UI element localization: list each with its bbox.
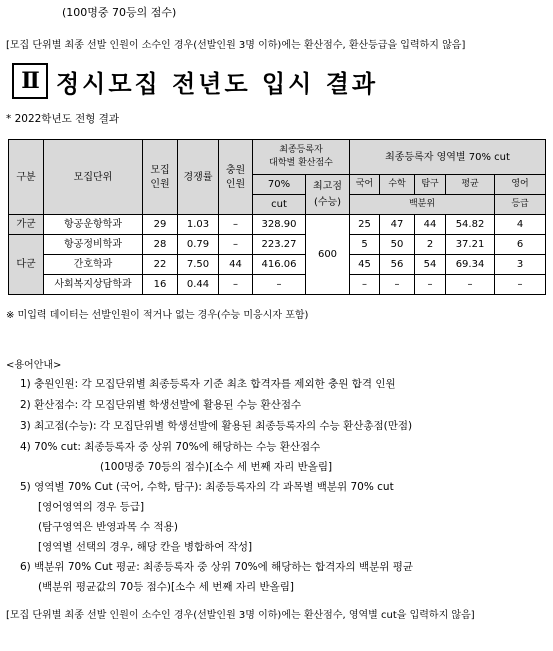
guide-line-5-sub1: [영어영역의 경우 등급] (38, 501, 145, 513)
math-cell: – (380, 275, 415, 295)
eng-cell: – (495, 275, 546, 295)
guide-line-4: 4) 70% cut: 최종등록자 중 상위 70%에 해당하는 수능 환산점수 (20, 441, 321, 453)
math-cell: 56 (380, 255, 415, 275)
guide-line-1: 1) 충원인원: 각 모집단위별 최종등록자 기준 최초 합격자를 제외한 충원 합격 인원 (20, 378, 396, 390)
table-row (9, 275, 546, 295)
table-row (9, 255, 546, 275)
ratio-cell: 1.03 (178, 215, 219, 235)
extra-cell: – (219, 235, 253, 255)
header-quota: 모집 인원 (143, 140, 178, 215)
header-avg: 평균 (446, 175, 495, 195)
header-inq: 탐구 (415, 175, 446, 195)
kor-cell: 45 (350, 255, 380, 275)
cut70-cell: 416.06 (253, 255, 306, 275)
subheading: * 2022학년도 전형 결과 (6, 113, 119, 125)
guide-line-5: 5) 영역별 70% Cut (국어, 수학, 탐구): 최종등록자의 각 과목별 백분위 70% cut (20, 481, 394, 493)
unit-cell: 항공정비학과 (44, 235, 143, 255)
header-cut: cut (253, 195, 306, 215)
guide-line-5-sub3: [영역별 선택의 경우, 해당 칸을 병합하여 작성] (38, 541, 253, 553)
header-math: 수학 (380, 175, 415, 195)
ratio-cell: 7.50 (178, 255, 219, 275)
unit-cell: 간호학과 (44, 255, 143, 275)
header-grade: 등급 (495, 195, 546, 215)
results-table (8, 139, 546, 295)
avg-cell: 69.34 (446, 255, 495, 275)
extra-cell: – (219, 215, 253, 235)
inq-cell: 2 (415, 235, 446, 255)
guide-line-4-sub: (100명중 70등의 점수)[소수 세 번째 자리 반올림] (100, 461, 333, 473)
math-cell: 47 (380, 215, 415, 235)
quota-cell: 22 (143, 255, 178, 275)
extra-cell: 44 (219, 255, 253, 275)
kor-cell: – (350, 275, 380, 295)
header-final: 최종등록자 대학별 환산점수 (253, 140, 350, 175)
header-ratio: 경쟁률 (178, 140, 219, 215)
header-area: 최종등록자 영역별 70% cut (350, 140, 546, 175)
extra-cell: – (219, 275, 253, 295)
guide-line-6-sub: (백분위 평균값의 70등 점수)[소수 세 번째 자리 반올림] (38, 581, 294, 593)
table-row (9, 215, 546, 235)
eng-cell: 3 (495, 255, 546, 275)
header-row-1 (9, 140, 546, 175)
table-row (9, 235, 546, 255)
ratio-cell: 0.44 (178, 275, 219, 295)
quota-cell: 28 (143, 235, 178, 255)
notice-top: [모집 단위별 최종 선발 인원이 소수인 경우(선발인원 3명 이하)에는 환산점수, 환산등급을 입력하지 않음] (6, 40, 466, 51)
cut70-cell: – (253, 275, 306, 295)
guide-title: <용어안내> (6, 360, 62, 371)
kor-cell: 5 (350, 235, 380, 255)
header-unit: 모집단위 (44, 140, 143, 215)
section-number-box: Ⅱ (12, 63, 48, 99)
max-score-cell: 600 (306, 215, 350, 295)
inq-cell: 54 (415, 255, 446, 275)
unit-cell: 사회복지상담학과 (44, 275, 143, 295)
header-percentile: 백분위 (350, 195, 495, 215)
avg-cell: – (446, 275, 495, 295)
cut70-cell: 223.27 (253, 235, 306, 255)
guide-line-5-sub2: (탐구영역은 반영과목 수 적용) (38, 521, 178, 533)
group-da: 다군 (9, 235, 44, 295)
inq-cell: – (415, 275, 446, 295)
header-group: 구분 (9, 140, 44, 215)
header-eng: 영어 (495, 175, 546, 195)
inq-cell: 44 (415, 215, 446, 235)
section-title: 정시모집 전년도 입시 결과 (56, 70, 379, 98)
notice-bottom: [모집 단위별 최종 선발 인원이 소수인 경우(선발인원 3명 이하)에는 환산점수, 영역별 cut을 입력하지 않음] (6, 610, 475, 621)
header-kor: 국어 (350, 175, 380, 195)
unit-cell: 항공운항학과 (44, 215, 143, 235)
math-cell: 50 (380, 235, 415, 255)
guide-line-2: 2) 환산점수: 각 모집단위별 학생선발에 활용된 수능 환산점수 (20, 399, 302, 411)
missing-data-note: ※ 미입력 데이터는 선발인원이 적거나 없는 경우(수능 미응시자 포함) (6, 310, 309, 321)
cut70-cell: 328.90 (253, 215, 306, 235)
eng-cell: 6 (495, 235, 546, 255)
guide-line-6: 6) 백분위 70% Cut 평균: 최종등록자 중 상위 70%에 해당하는 합격자의 백분위 평균 (20, 561, 414, 573)
quota-cell: 29 (143, 215, 178, 235)
guide-line-3: 3) 최고점(수능): 각 모집단위별 학생선발에 활용된 최종등록자의 수능 환산총점(만점) (20, 420, 413, 432)
avg-cell: 54.82 (446, 215, 495, 235)
header-extra: 충원 인원 (219, 140, 253, 215)
eng-cell: 4 (495, 215, 546, 235)
top-note: (100명중 70등의 점수) (62, 6, 177, 19)
avg-cell: 37.21 (446, 235, 495, 255)
header-max: 최고점 (수능) (306, 175, 350, 215)
header-70: 70% (253, 175, 306, 195)
ratio-cell: 0.79 (178, 235, 219, 255)
kor-cell: 25 (350, 215, 380, 235)
group-ga: 가군 (9, 215, 44, 235)
quota-cell: 16 (143, 275, 178, 295)
